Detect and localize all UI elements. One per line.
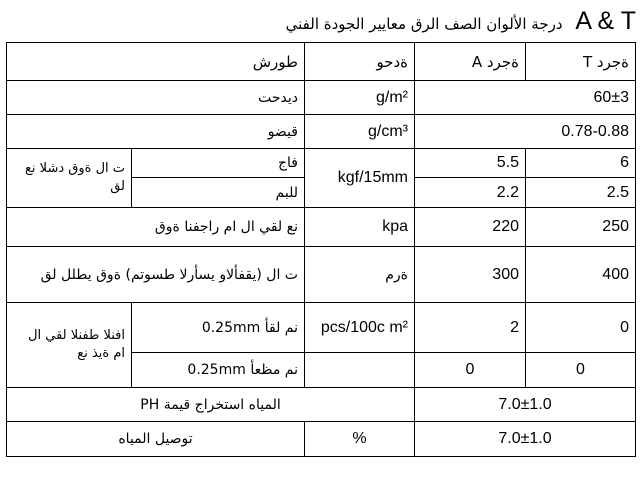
table-row: [7, 149, 636, 178]
row-unit: ةرم: [305, 247, 415, 303]
row-label: نع لقي ال ام راجفنا ةوق: [7, 208, 305, 247]
empty-unit-cell: [305, 353, 415, 388]
grade-a-value: 2: [415, 303, 526, 353]
row-label: توصيل المياه: [7, 422, 305, 457]
header-item: طورش: [7, 43, 305, 81]
row-unit: kgf/15mm: [305, 149, 415, 208]
row-value: 0.78-0.88: [415, 115, 636, 149]
sub-label: للبم: [132, 178, 305, 208]
row-label: ديدحت: [7, 81, 305, 115]
table-row: [7, 208, 636, 247]
row-value: 7.0±1.0: [415, 388, 636, 422]
row-value: 60±3: [415, 81, 636, 115]
row-label: ت ال (يقفألاو يسأرلا طسوتم) ةوق يطلل لق: [7, 247, 305, 303]
row-value: 7.0±1.0: [415, 422, 636, 457]
header-row: [7, 43, 636, 81]
grade-t-value: 0: [526, 353, 636, 388]
grade-t-value: 0: [526, 303, 636, 353]
page-title: [0, 6, 636, 36]
grade-a-value: 220: [415, 208, 526, 247]
grade-a-value: 2.2: [415, 178, 526, 208]
title-text: درجة الألوان الصف الرق معايير الجودة الفني: [285, 15, 563, 33]
table-row: [7, 81, 636, 115]
grade-a-value: 0: [415, 353, 526, 388]
row-label: ت ال ةوق دشلا نع لق: [7, 149, 132, 208]
grade-a-value: 300: [415, 247, 526, 303]
grade-t-value: 400: [526, 247, 636, 303]
header-grade-t: ةجرد T: [526, 43, 636, 81]
row-label: افنلا طفنلا لقي ال ام ةيذ نع: [7, 303, 132, 388]
sub-label: فاج: [132, 149, 305, 178]
grade-t-value: 2.5: [526, 178, 636, 208]
row-unit: %: [305, 422, 415, 457]
grade-t-value: 250: [526, 208, 636, 247]
table-row: [7, 422, 636, 457]
row-label: قيضو: [7, 115, 305, 149]
table-row: [7, 303, 636, 353]
header-unit: ةدحو: [305, 43, 415, 81]
table-row: [7, 388, 636, 422]
row-unit: g/cm³: [305, 115, 415, 149]
row-unit: g/m²: [305, 81, 415, 115]
quality-standards-table: [6, 42, 636, 457]
grade-t-value: 6: [526, 149, 636, 178]
sub-label: نم لقأ 0.25mm: [132, 303, 305, 353]
sub-label: نم مظعأ 0.25mm: [132, 353, 305, 388]
row-unit: pcs/100c m²: [305, 303, 415, 353]
table-row: [7, 115, 636, 149]
table-row: [7, 247, 636, 303]
header-grade-a: ةجرد A: [415, 43, 526, 81]
row-unit: kpa: [305, 208, 415, 247]
brand-title: A & T: [575, 7, 636, 35]
row-label: المياه استخراج قيمة PH: [7, 388, 415, 422]
grade-a-value: 5.5: [415, 149, 526, 178]
